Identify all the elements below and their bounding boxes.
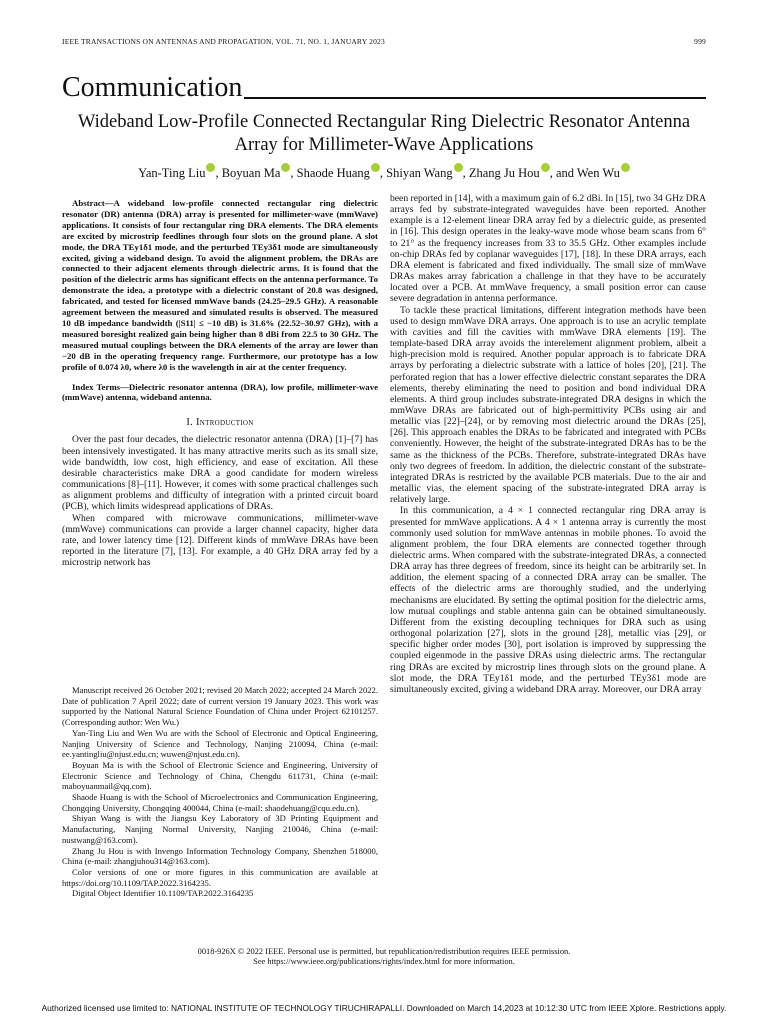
footnote: Yan-Ting Liu and Wen Wu are with the School of Electronic and Optical Engineering, Nanjing University of Science and Technology, Nanjing 210094, China (e-mail: ee.yantingliu@njust.edu.cn; wuwen@njust.edu.cn). <box>62 727 378 760</box>
footnote: Shiyan Wang is with the Jiangsu Key Laboratory of 3D Printing Equipment and Manufacturing, Nanjing Normal University, Nanjing 210046, China (e-mail: nustwang@163.com). <box>62 813 378 845</box>
author-name: Boyuan Ma <box>221 166 281 180</box>
rights-link[interactable]: See https://www.ieee.org/publications/rights/index.html for more information. <box>253 957 515 967</box>
body-paragraph: been reported in [14], with a maximum gain of 6.2 dBi. In [15], two 34 GHz DRA arrays fed by substrate-integrated waveguides have been reported. Another example is a 12-element linear DRA array fed by a dielectric guide, as presented in [16]. This design operates in the leaky-wave mode whose beam scans from 6° to 21° as the frequency increases from 33 to 35.5 GHz. Other examples include on-chip DRAs fed by coplanar waveguides [17], [18]. In these DRA arrays, each DRA element is fabricated and fixed individually. The small size of mmWave DRAs makes array fabrication a challenge in that they have to be accurately located over a PCB. At mmWave frequency, a small position error can cause severe degradation in antenna performance. <box>390 193 706 305</box>
paper-title: Wideband Low-Profile Connected Rectangular Ring Dielectric Resonator Antenna Array for Millimeter-Wave Applications <box>77 112 691 155</box>
footnote: Color versions of one or more figures in this communication are available at https://doi.org/10.1109/TAP.2022.3164235. <box>62 866 378 888</box>
section-title-row <box>62 74 706 102</box>
running-head <box>62 37 706 46</box>
index-terms: Index Terms—Dielectric resonator antenna (DRA), low profile, millimeter-wave (mmWave) antenna, wideband antenna. <box>62 381 378 403</box>
author-name: and Wen Wu <box>555 166 620 180</box>
section-rule <box>244 97 706 99</box>
orcid-icon[interactable] <box>454 163 463 172</box>
intro-heading: I. Introduction <box>186 417 254 429</box>
orcid-icon[interactable] <box>621 163 630 172</box>
right-column <box>390 193 706 695</box>
author-name: Shiyan Wang <box>386 166 453 180</box>
orcid-icon[interactable] <box>541 163 550 172</box>
body-paragraph: To tackle these practical limitations, different integration methods have been used to design mmWave DRA arrays. One approach is to use an acrylic template with cavities and fill the cavities with mmWave DRA elements [19]. The template-based DRA array avoids the interelement alignment problem, albeit a high-precision mold is required. Another popular approach is to fabricate DRA arrays by perforating a dielectric substrate with a lattice of holes [20], [21]. The perforated region that has a lower effective dielectric constant separates the DRA elements, thereby eliminating the need to position and bond individual DRA elements. A third group includes substrate-integrated DRA designs in which the mmWave DRAs are fabricated out of high-permittivity PCBs using air and metallic vias [22]–[24], or by removing most dielectric around the DRAs [25], [26]. This approach enables the DRAs to be fabricated and integrated with PCBs conveniently. However, the height of the substrate-integrated DRAs has to be the same as the thickness of the PCBs. Therefore, substrate-integrated DRAs have only two degrees of freedom. In addition, the dielectric constant of the substrate-integrated DRAs is restricted by the available PCB materials. Due to the air and metallic vias, the element spacing of the substrate-integrated DRA array is relatively large. <box>390 304 706 506</box>
author-name: Shaode Huang <box>296 166 370 180</box>
license-notice: Authorized licensed use limited to: NATIONAL INSTITUTE OF TECHNOLOGY TIRUCHIRAPALLI. Downloaded on March 14,2023 at 10:12:30 UTC from IEEE Xplore. Restrictions apply. <box>41 1003 727 1013</box>
orcid-icon[interactable] <box>206 163 215 172</box>
body-paragraph: Over the past four decades, the dielectric resonator antenna (DRA) [1]–[7] has been intensively investigated. It has many attractive merits such as its small size, wide bandwidth, low cost, high efficiency, and ease of excitation. All these desirable characteristics make DRA a good candidate for modern wireless communications [8]–[11]. However, it comes with some practical challenges such as alignment problems and difficulty of integration with a printed circuit board (PCB), which limits widespread applications of DRAs. <box>62 434 378 513</box>
author-name: Zhang Ju Hou <box>468 166 540 180</box>
footnote: Boyuan Ma is with the School of Electronic Science and Engineering, University of Electronic Science and Technology of China, Chengdu 611731, China (e-mail: maboyuanmail@qq.com). <box>62 759 378 792</box>
footnote: Manuscript received 26 October 2021; revised 20 March 2022; accepted 24 March 2022. Date of publication 7 April 2022; date of current version 19 January 2023. This work was supported by the National Natural Science Foundation of China under Project 62101257. (Corresponding author: Wen Wu.) <box>62 685 378 728</box>
copyright-footer <box>62 947 706 968</box>
footnote: Shaode Huang is with the School of Microelectronics and Communication Engineering, Chongqing University, Chongqing 400044, China (e-mail: shaodehuang@cqu.edu.cn). <box>62 792 378 813</box>
orcid-icon[interactable] <box>281 163 290 172</box>
author-list: Yan-Ting Liu , Boyuan Ma , Shaode Huang , Shiyan Wang , Zhang Ju Hou , and Wen Wu <box>62 163 706 181</box>
abstract: Abstract—A wideband low-profile connected rectangular ring dielectric resonator (DR) antenna (DRA) array is presented for millimeter-wave (mmWave) applications. It consists of four rectangular ring DRA elements. The DRA elements are excited by microstrip feedlines through four slots on the ground plane. A slot mode, the DRA TEy1δ1 mode, and the perturbed TEy3δ1 mode are simultaneously excited, giving a wideband design. To avoid the alignment problem, the DRAs are connected to their adjacent elements through dielectric arms. It is found that the position of the dielectric arms has significant effects on the antenna performance. To demonstrate the idea, a prototype with a dielectric constant of 20.8 was designed, fabricated, and tested for licensed mmWave bands (24.25–29.5 GHz). A reasonable agreement between the measured and simulated results is observed. The measured 10 dB impedance bandwidth (|S11| ≤ −10 dB) is 31.6% (22.52–30.97 GHz), with a measured boresight realized gain being higher than 8 dBi from 22.5 to 30 GHz. The measured mutual couplings between the DRA elements of the array are lower than −20 dB in the operating frequency range. Furthermore, our prototype has a low profile of 0.074 λ0, where λ0 is the wavelength in air at the center frequency. <box>62 198 378 372</box>
section-label: Communication <box>62 72 243 103</box>
footnotes <box>62 685 378 899</box>
body-paragraph: When compared with microwave communications, millimeter-wave (mmWave) communications can provide a larger channel capacity, higher data rate, and lower latency time [12]. Different kinds of mmWave DRAs have been reported in the literature [7], [13]. For example, a 40 GHz DRA array fed by a microstrip network has <box>62 512 378 569</box>
copyright-line: 0018-926X © 2022 IEEE. Personal use is permitted, but republication/redistribution requires IEEE permission. <box>197 947 571 956</box>
footnote: Digital Object Identifier 10.1109/TAP.2022.3164235 <box>72 888 254 899</box>
orcid-icon[interactable] <box>371 163 380 172</box>
body-paragraph: In this communication, a 4 × 1 connected rectangular ring DRA array is presented for mmWave applications. A 4 × 1 antenna array is currently the most commonly used solution for mmWave antennas in mobile phones. To avoid the alignment problem, the four DRA elements are connected together through dielectric arms. When compared with the substrate-integrated DRAs, a connected DRA array has three degrees of freedom, since its height can be arbitrarily set. In addition, the element spacing of a connected DRA array can be smaller. The effects of the dielectric arms are thoroughly studied, and the underlying mechanisms are elucidated. By setting the optimal position for the dielectric arms, low mutual couplings and stable antenna gain can be obtained simultaneously. Different from the existing decoupling techniques for DRA such as using orthogonal polarization [27], slots in the ground [28], metallic vias [29], or specific higher order modes [30], port isolation is improved by suppressing the coupled eigenmode in the passive DRAs using dielectric arms. The rectangular ring DRAs are excited by microstrip lines through slots on the ground plane. A slot mode, the DRA TEy1δ1 mode, and the perturbed TEy3δ1 mode are simultaneously excited, giving a wideband DRA array. Moreover, our DRA array <box>390 505 706 695</box>
journal-reference: IEEE TRANSACTIONS ON ANTENNAS AND PROPAGATION, VOL. 71, NO. 1, JANUARY 2023 <box>62 37 385 46</box>
author-name: Yan-Ting Liu <box>138 166 206 180</box>
left-column <box>62 198 378 568</box>
footnote: Zhang Ju Hou is with Invengo Information Technology Company, Shenzhen 518000, China (e-mail: zhangjuhou314@163.com). <box>62 845 378 867</box>
page-number: 999 <box>694 37 706 46</box>
